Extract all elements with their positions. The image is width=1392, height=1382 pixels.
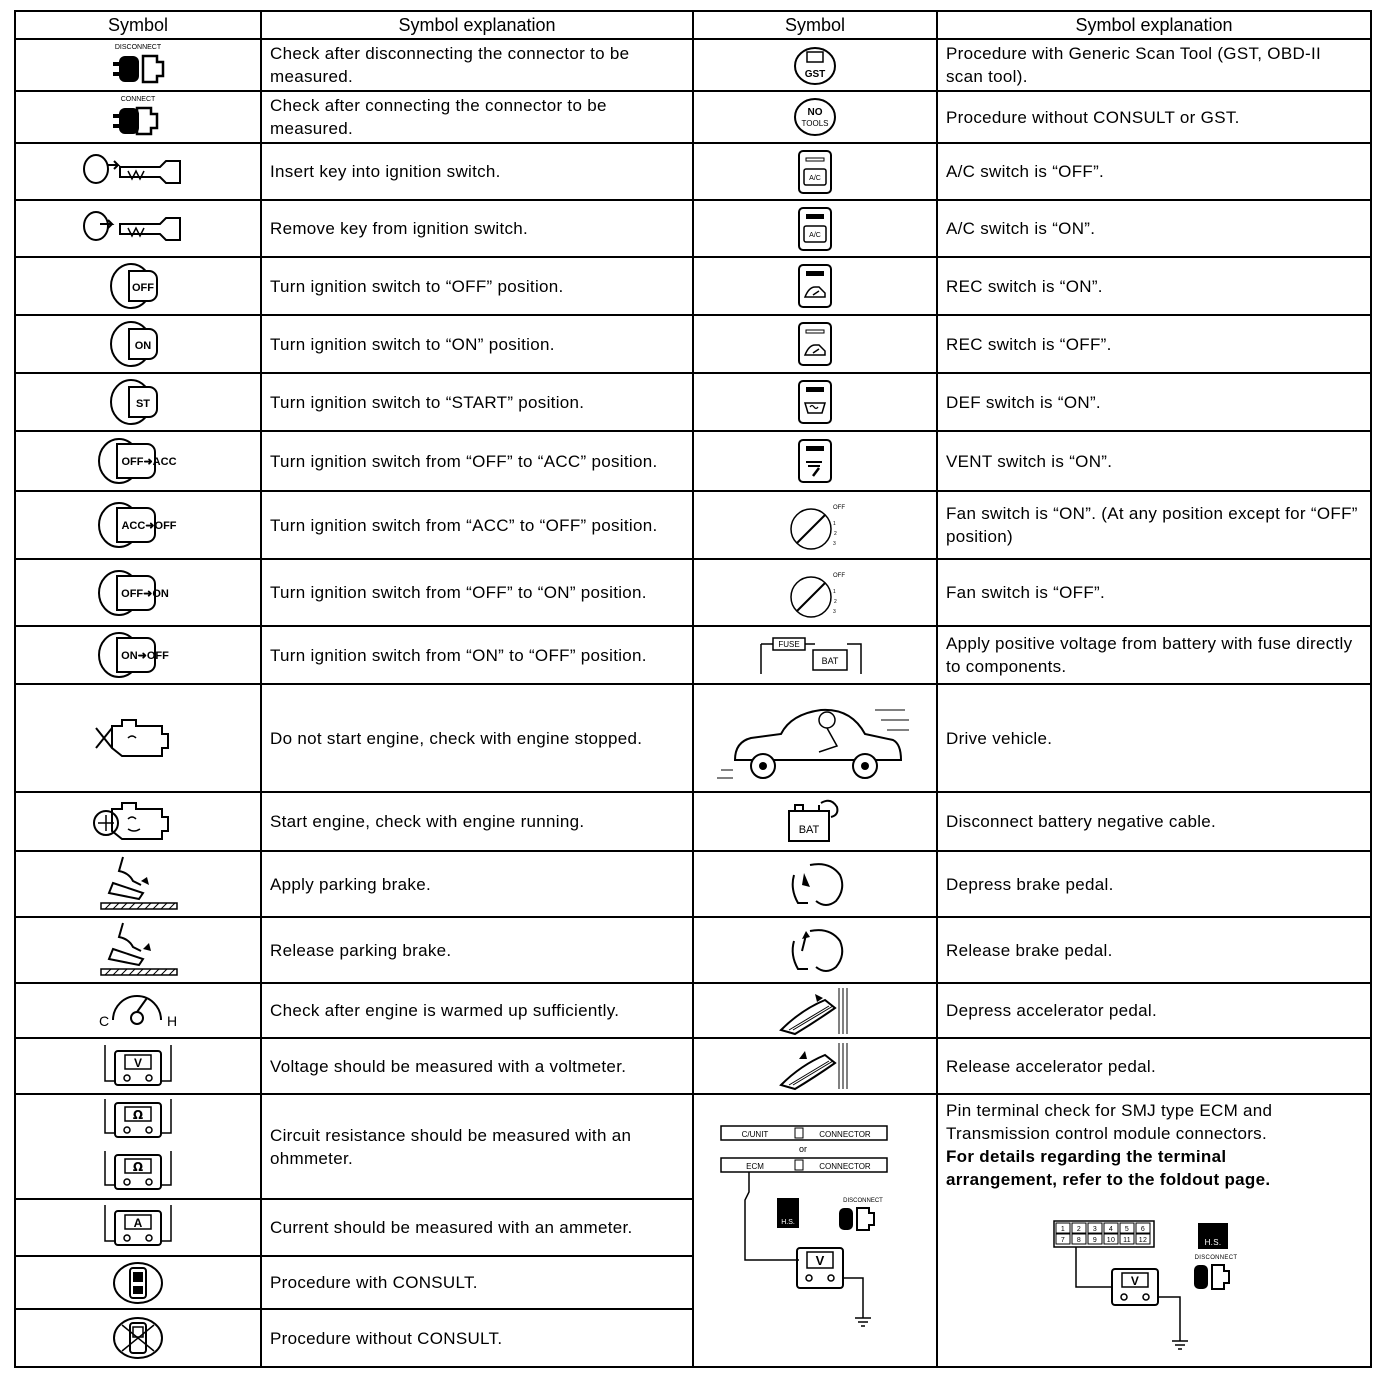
left-explanation-11: Do not start engine, check with engine stopped. [261,684,693,792]
left-explanation-9: Turn ignition switch from “OFF” to “ON” position. [261,559,693,626]
right-explanation-1: Procedure without CONSULT or GST. [937,91,1371,143]
header-left-explanation: Symbol explanation [261,11,693,39]
volt-label: V [1130,1274,1140,1288]
left-explanation-13: Apply parking brake. [261,851,693,917]
left-explanation-6: Turn ignition switch to “START” position. [261,373,693,431]
fan-on-icon [693,491,937,559]
on-label: ON [134,340,152,352]
remove-key-icon [15,200,261,257]
no-tools-icon [693,91,937,143]
left-explanation-4: Turn ignition switch to “OFF” position. [261,257,693,315]
ecm-label: ECM [746,1161,764,1171]
battery-disconnect-icon [693,792,937,851]
left-explanation-18: Current should be measured with an ammeter. [261,1199,693,1256]
rec-on-icon [693,257,937,315]
right-explanation-10: Apply positive voltage from battery with fuse directly to components. [937,626,1371,684]
pin-number: 4 [1108,1226,1114,1233]
table-row [15,143,1371,200]
header-row [15,11,1371,39]
ignition-acc-off-icon [15,491,261,559]
left-explanation-20: Procedure without CONSULT. [261,1309,693,1367]
c-unit-label: C/UNIT [741,1129,769,1139]
connector-connect-icon [15,91,261,143]
pin-number: 5 [1124,1226,1130,1233]
hs-label: H.S. [781,1218,795,1226]
consult-icon [15,1256,261,1309]
header-left-symbol: Symbol [15,11,261,39]
pin-number: 9 [1092,1237,1098,1244]
ignition-off-acc-icon [15,431,261,491]
pin-check-bold-text: For details regarding the terminal arrangement, refer to the foldout page. [946,1147,1271,1189]
left-explanation-12: Start engine, check with engine running. [261,792,693,851]
table-row [15,917,1371,983]
ohm-label: Ω [132,1159,144,1174]
table-row [15,792,1371,851]
release-brake-pedal-icon [693,917,937,983]
depress-accelerator-icon [693,983,937,1038]
hs-label: H.S. [1204,1238,1222,1247]
pin-number: 8 [1076,1237,1082,1244]
left-explanation-10: Turn ignition switch from “ON” to “OFF” position. [261,626,693,684]
drive-vehicle-icon [693,684,937,792]
left-explanation-14: Release parking brake. [261,917,693,983]
ignition-off-on-icon [15,559,261,626]
table-row [15,91,1371,143]
volt-label: V [815,1252,825,1268]
ignition-off-icon [15,257,261,315]
engine-stopped-icon [15,684,261,792]
volt-label: V [133,1056,143,1070]
left-explanation-16: Voltage should be measured with a voltmeter. [261,1038,693,1094]
table-row [15,684,1371,792]
off-acc-label: OFF➜ACC [121,456,177,468]
off-label: OFF [132,282,154,294]
symbol-table [14,10,1372,1368]
table-row [15,983,1371,1038]
disconnect-label: DISCONNECT [843,1197,883,1204]
table-row [15,373,1371,431]
right-explanation-6: DEF switch is “ON”. [937,373,1371,431]
fan-off-label: OFF [833,505,845,511]
right-explanation-17 [937,1094,1371,1367]
right-explanation-9: Fan switch is “OFF”. [937,559,1371,626]
ac-on-icon [693,200,937,257]
fuse-label: FUSE [778,640,800,649]
pin-arrangement-diagram [1048,1215,1308,1365]
table-row [15,626,1371,684]
ac-label: A/C [809,231,821,239]
engine-running-icon [15,792,261,851]
rec-off-icon [693,315,937,373]
right-explanation-15: Depress accelerator pedal. [937,983,1371,1038]
ohm-label: Ω [132,1107,144,1122]
svg-text:3: 3 [833,541,836,547]
right-explanation-5: REC switch is “OFF”. [937,315,1371,373]
connector-disconnect-icon [15,39,261,91]
left-explanation-17: Circuit resistance should be measured with an ohmmeter. [261,1094,693,1199]
bat-label: BAT [821,656,839,666]
ignition-on-icon [15,315,261,373]
def-on-icon [693,373,937,431]
left-explanation-5: Turn ignition switch to “ON” position. [261,315,693,373]
left-explanation-3: Remove key from ignition switch. [261,200,693,257]
pin-check-text: Pin terminal check for SMJ type ECM and Transmission control module connectors. [946,1101,1273,1143]
pin-number: 12 [1138,1237,1148,1244]
table-row [15,431,1371,491]
battery-fuse-icon [693,626,937,684]
left-explanation-0: Check after disconnecting the connector to be measured. [261,39,693,91]
table-row [15,559,1371,626]
ignition-on-off-icon [15,626,261,684]
pin-number: 1 [1060,1226,1066,1233]
svg-text:2: 2 [834,598,837,605]
pin-number: 3 [1092,1226,1098,1233]
table-row [15,200,1371,257]
depress-brake-pedal-icon [693,851,937,917]
on-off-label: ON➜OFF [121,650,169,662]
disconnect-label: DISCONNECT [114,44,162,51]
connector-label: CONNECTOR [819,1161,871,1171]
no-label: NO [807,107,823,118]
svg-text:3: 3 [833,608,836,615]
disconnect-label: DISCONNECT [1194,1255,1238,1261]
pin-number: 11 [1123,1237,1131,1244]
svg-text:1: 1 [833,521,836,527]
connect-label: CONNECT [120,96,156,103]
voltmeter-icon [15,1038,261,1094]
fan-off-icon [693,559,937,626]
table-row [15,315,1371,373]
ac-label: A/C [809,174,821,182]
start-label: ST [135,398,151,410]
cold-label: C [99,1012,110,1029]
right-explanation-8: Fan switch is “ON”. (At any position except for “OFF” position) [937,491,1371,559]
or-label: or [798,1143,808,1154]
hot-label: H [167,1012,178,1029]
acc-off-label: ACC➜OFF [121,520,177,532]
amp-label: A [133,1215,143,1230]
bat-label: BAT [798,823,820,836]
pin-number: 10 [1106,1237,1116,1244]
svg-text:2: 2 [834,531,837,537]
insert-key-icon [15,143,261,200]
release-accelerator-icon [693,1038,937,1094]
right-explanation-16: Release accelerator pedal. [937,1038,1371,1094]
left-explanation-15: Check after engine is warmed up sufficiently. [261,983,693,1038]
temperature-gauge-icon [15,983,261,1038]
pin-number: 7 [1060,1237,1066,1244]
no-consult-icon [15,1309,261,1367]
fan-off-label: OFF [833,572,845,579]
pin-number: 2 [1076,1226,1082,1233]
table-row [15,851,1371,917]
svg-text:1: 1 [833,588,836,595]
right-explanation-12: Disconnect battery negative cable. [937,792,1371,851]
off-on-label: OFF➜ON [121,587,169,600]
left-explanation-19: Procedure with CONSULT. [261,1256,693,1309]
vent-on-icon [693,431,937,491]
ac-off-icon [693,143,937,200]
table-row [15,257,1371,315]
table-row [15,1094,1371,1199]
header-right-explanation: Symbol explanation [937,11,1371,39]
left-explanation-2: Insert key into ignition switch. [261,143,693,200]
right-explanation-14: Release brake pedal. [937,917,1371,983]
connector-label: CONNECTOR [819,1129,871,1139]
left-explanation-1: Check after connecting the connector to be measured. [261,91,693,143]
right-explanation-3: A/C switch is “ON”. [937,200,1371,257]
ignition-start-icon [15,373,261,431]
gst-label: GST [804,69,826,80]
right-explanation-13: Depress brake pedal. [937,851,1371,917]
pin-terminal-check-icon [693,1094,937,1367]
header-right-symbol: Symbol [693,11,937,39]
table-row [15,39,1371,91]
right-explanation-2: A/C switch is “OFF”. [937,143,1371,200]
gst-icon [693,39,937,91]
table-row [15,491,1371,559]
left-explanation-7: Turn ignition switch from “OFF” to “ACC” position. [261,431,693,491]
right-explanation-0: Procedure with Generic Scan Tool (GST, OBD-II scan tool). [937,39,1371,91]
apply-parking-brake-icon [15,851,261,917]
right-explanation-4: REC switch is “ON”. [937,257,1371,315]
right-explanation-11: Drive vehicle. [937,684,1371,792]
release-parking-brake-icon [15,917,261,983]
right-explanation-7: VENT switch is “ON”. [937,431,1371,491]
ammeter-icon [15,1199,261,1256]
table-row [15,1038,1371,1094]
left-explanation-8: Turn ignition switch from “ACC” to “OFF” position. [261,491,693,559]
tools-label: TOOLS [801,119,829,128]
ohmmeter-icon [15,1094,261,1199]
pin-number: 6 [1140,1226,1146,1233]
